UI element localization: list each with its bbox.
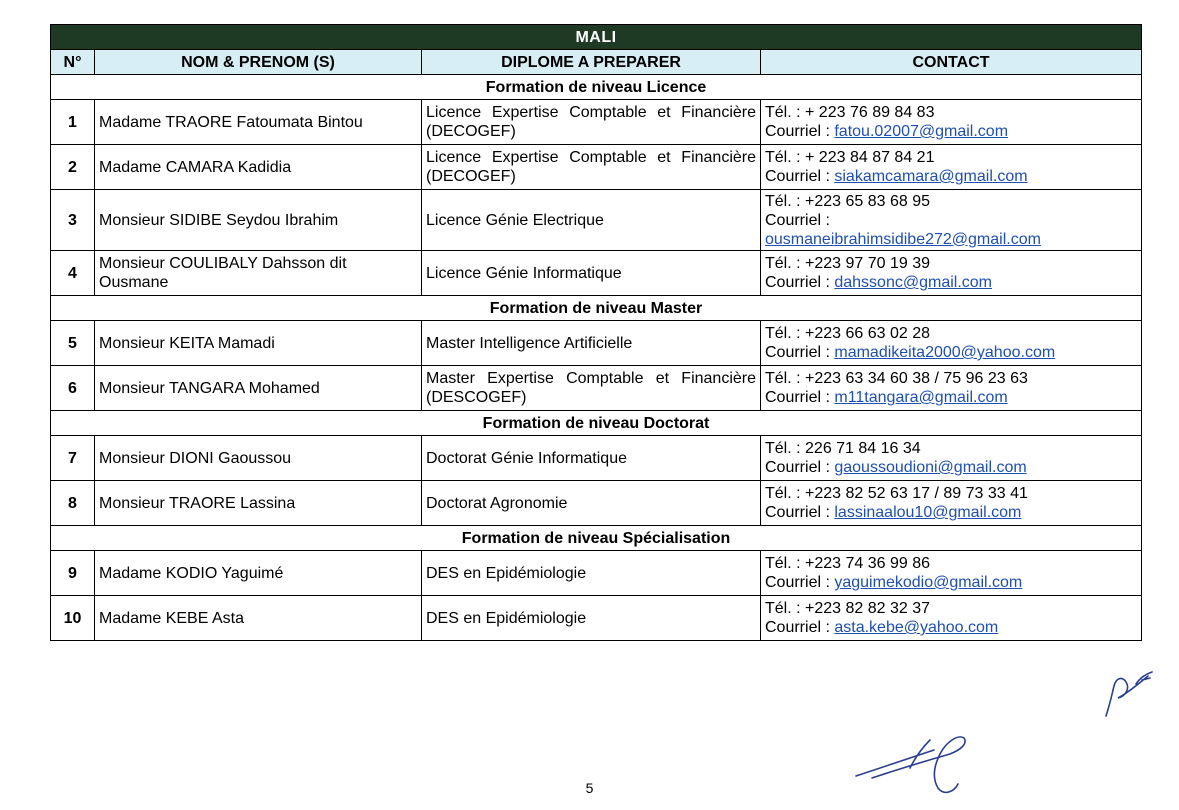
email-line xyxy=(765,618,1137,637)
row-number: 2 xyxy=(51,145,95,190)
header-name: NOM & PRENOM (S) xyxy=(95,50,422,75)
phone-line xyxy=(765,254,1137,273)
contact xyxy=(761,551,1142,596)
email-link[interactable]: asta.kebe@yahoo.com xyxy=(834,619,999,636)
email-line xyxy=(765,573,1137,592)
email-link[interactable]: mamadikeita2000@yahoo.com xyxy=(834,344,1056,361)
header-diploma: DIPLOME A PREPARER xyxy=(422,50,761,75)
table-row xyxy=(51,481,1142,526)
phone-line xyxy=(765,369,1137,388)
phone-number: +223 97 70 19 39 xyxy=(805,255,931,272)
person-name: Madame TRAORE Fatoumata Bintou xyxy=(95,100,422,145)
email-label: Courriel : xyxy=(765,168,835,185)
email-link[interactable]: yaguimekodio@gmail.com xyxy=(834,574,1023,591)
country-row xyxy=(51,25,1142,50)
contact xyxy=(761,596,1142,641)
contact xyxy=(761,251,1142,296)
row-number: 8 xyxy=(51,481,95,526)
country-title: MALI xyxy=(51,25,1142,50)
person-name: Madame CAMARA Kadidia xyxy=(95,145,422,190)
email-link[interactable]: ousmaneibrahimsidibe272@gmail.com xyxy=(765,230,1041,248)
contact xyxy=(761,100,1142,145)
table-row xyxy=(51,251,1142,296)
person-name: Monsieur KEITA Mamadi xyxy=(95,321,422,366)
phone-number: +223 82 52 63 17 / 89 73 33 41 xyxy=(805,485,1028,502)
email-label: Courriel : xyxy=(765,211,835,229)
email-label: Courriel : xyxy=(765,504,835,521)
header-row xyxy=(51,50,1142,75)
person-name: Monsieur TANGARA Mohamed xyxy=(95,366,422,411)
phone-label: Tél. : xyxy=(765,485,806,502)
table-row xyxy=(51,551,1142,596)
email-line xyxy=(765,167,1137,186)
row-number: 7 xyxy=(51,436,95,481)
email-link[interactable]: dahssonc@gmail.com xyxy=(834,274,992,291)
row-number: 1 xyxy=(51,100,95,145)
phone-number: +223 65 83 68 95 xyxy=(805,192,931,210)
email-line xyxy=(765,458,1137,477)
diploma: Licence Expertise Comptable et Financière (DECOGEF) xyxy=(422,100,761,145)
phone-number: +223 63 34 60 38 / 75 96 23 63 xyxy=(805,370,1028,387)
diploma: Doctorat Génie Informatique xyxy=(422,436,761,481)
contact xyxy=(761,436,1142,481)
diploma: Doctorat Agronomie xyxy=(422,481,761,526)
section-row xyxy=(51,411,1142,436)
email-line xyxy=(765,122,1137,141)
email-label: Courriel : xyxy=(765,459,835,476)
phone-label: Tél. : xyxy=(765,255,806,272)
diploma: Master Expertise Comptable et Financière (DESCOGEF) xyxy=(422,366,761,411)
phone-number: + 223 76 89 84 83 xyxy=(805,104,935,121)
row-number: 5 xyxy=(51,321,95,366)
table-row xyxy=(51,366,1142,411)
header-number: N° xyxy=(51,50,95,75)
participants-table xyxy=(50,24,1142,641)
phone-line xyxy=(765,554,1137,573)
table-row xyxy=(51,321,1142,366)
person-name: Monsieur SIDIBE Seydou Ibrahim xyxy=(95,190,422,251)
person-name: Monsieur COULIBALY Dahsson dit Ousmane xyxy=(95,251,422,296)
email-link[interactable]: gaoussoudioni@gmail.com xyxy=(834,459,1027,476)
contact xyxy=(761,321,1142,366)
section-title: Formation de niveau Master xyxy=(51,296,1142,321)
phone-line xyxy=(765,324,1137,343)
email-value-line xyxy=(765,230,1137,249)
phone-number: +223 82 82 32 37 xyxy=(805,600,931,617)
signature xyxy=(850,728,975,803)
row-number: 6 xyxy=(51,366,95,411)
phone-line xyxy=(765,148,1137,167)
contact xyxy=(761,366,1142,411)
phone-label: Tél. : xyxy=(765,325,806,342)
phone-label: Tél. : xyxy=(765,192,806,210)
email-link[interactable]: siakamcamara@gmail.com xyxy=(834,168,1028,185)
email-line xyxy=(765,273,1137,292)
email-label: Courriel : xyxy=(765,619,835,636)
phone-number: + 223 84 87 84 21 xyxy=(805,149,935,166)
table-row xyxy=(51,100,1142,145)
section-title: Formation de niveau Spécialisation xyxy=(51,526,1142,551)
section-row xyxy=(51,296,1142,321)
email-label: Courriel : xyxy=(765,274,835,291)
contact xyxy=(761,190,1142,251)
table-row xyxy=(51,436,1142,481)
phone-number: +223 74 36 99 86 xyxy=(805,555,931,572)
person-name: Monsieur DIONI Gaoussou xyxy=(95,436,422,481)
phone-line xyxy=(765,439,1137,458)
section-row xyxy=(51,526,1142,551)
email-line xyxy=(765,503,1137,522)
section-row xyxy=(51,75,1142,100)
phone-label: Tél. : xyxy=(765,104,806,121)
section-title: Formation de niveau Licence xyxy=(51,75,1142,100)
diploma: Licence Génie Electrique xyxy=(422,190,761,251)
phone-line xyxy=(765,599,1137,618)
table-row xyxy=(51,145,1142,190)
section-title: Formation de niveau Doctorat xyxy=(51,411,1142,436)
person-name: Madame KEBE Asta xyxy=(95,596,422,641)
table-row xyxy=(51,190,1142,251)
email-label: Courriel : xyxy=(765,123,835,140)
email-label: Courriel : xyxy=(765,574,835,591)
phone-line xyxy=(765,103,1137,122)
diploma: Licence Génie Informatique xyxy=(422,251,761,296)
email-line xyxy=(765,211,1137,230)
email-label: Courriel : xyxy=(765,389,835,406)
email-label: Courriel : xyxy=(765,344,835,361)
table-row xyxy=(51,596,1142,641)
email-line xyxy=(765,343,1137,362)
phone-line xyxy=(765,484,1137,503)
page-number: 5 xyxy=(585,780,594,796)
diploma: Master Intelligence Artificielle xyxy=(422,321,761,366)
phone-label: Tél. : xyxy=(765,370,806,387)
initials-signature xyxy=(1096,664,1158,722)
phone-number: +223 66 63 02 28 xyxy=(805,325,931,342)
diploma: Licence Expertise Comptable et Financière (DECOGEF) xyxy=(422,145,761,190)
diploma: DES en Epidémiologie xyxy=(422,551,761,596)
diploma: DES en Epidémiologie xyxy=(422,596,761,641)
phone-label: Tél. : xyxy=(765,149,806,166)
phone-label: Tél. : xyxy=(765,555,806,572)
email-link[interactable]: m11tangara@gmail.com xyxy=(834,389,1008,406)
header-contact: CONTACT xyxy=(761,50,1142,75)
row-number: 4 xyxy=(51,251,95,296)
email-line xyxy=(765,388,1137,407)
email-link[interactable]: fatou.02007@gmail.com xyxy=(834,123,1009,140)
row-number: 9 xyxy=(51,551,95,596)
person-name: Monsieur TRAORE Lassina xyxy=(95,481,422,526)
email-link[interactable]: lassinaalou10@gmail.com xyxy=(834,504,1022,521)
person-name: Madame KODIO Yaguimé xyxy=(95,551,422,596)
phone-label: Tél. : xyxy=(765,600,806,617)
phone-line xyxy=(765,192,1137,211)
phone-label: Tél. : xyxy=(765,440,806,457)
contact xyxy=(761,481,1142,526)
row-number: 10 xyxy=(51,596,95,641)
phone-number: 226 71 84 16 34 xyxy=(805,440,921,457)
contact xyxy=(761,145,1142,190)
row-number: 3 xyxy=(51,190,95,251)
